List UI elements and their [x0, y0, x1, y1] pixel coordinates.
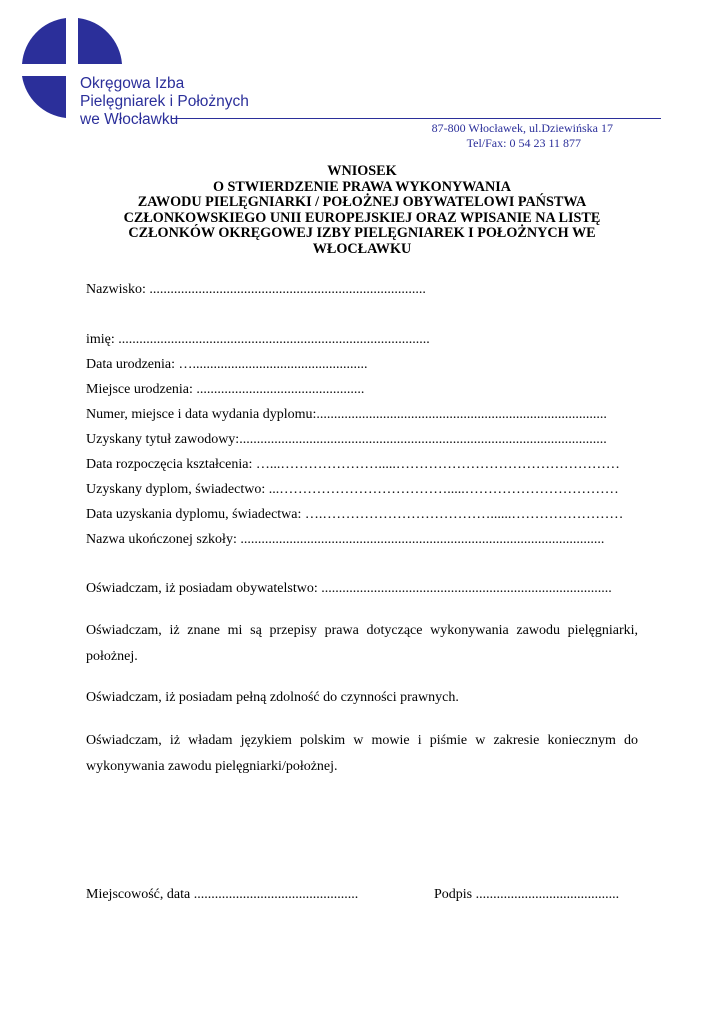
organization-name [80, 75, 249, 129]
street-address: 87-800 Włocławek, ul.Dziewińska 17 [431, 121, 613, 135]
tel-fax: Tel/Fax: 0 54 23 11 877 [466, 136, 581, 150]
first-name-field[interactable]: imię: ......................................................................................... [86, 332, 430, 347]
citizenship-declaration[interactable]: Oświadczam, iż posiadam obywatelstwo: ................................................................................... [86, 581, 612, 596]
title-line-3: ZAWODU PIELĘGNIARKI / POŁOŻNEJ OBYWATELOWI PAŃSTWA [137, 194, 587, 210]
birth-date-field[interactable]: Data urodzenia: ….................................................. [86, 357, 368, 372]
diploma-date-field[interactable]: Data uzyskania dyplomu, świadectwa: ….………………………………......…………………… [86, 507, 624, 522]
regulations-declaration: Oświadczam, iż znane mi są przepisy prawa dotyczące wykonywania zawodu pielęgniarki, położnej. [86, 623, 638, 664]
organization-name-line-2: Pielęgniarek i Położnych [80, 93, 249, 110]
polish-language-declaration: Oświadczam, iż władam językiem polskim w mowie i piśmie w zakresie koniecznym do wykonywania zawodu pielęgniarki/położnej. [86, 733, 638, 774]
signature-field[interactable]: Podpis ......................................... [434, 887, 620, 902]
school-name-field[interactable]: Nazwa ukończonej szkoły: ........................................................................................................ [86, 532, 605, 547]
organization-name-line-3: we Włocławku [80, 111, 179, 128]
place-date-field[interactable]: Miejscowość, data ............................................... [86, 887, 359, 902]
birth-place-field[interactable]: Miejsce urodzenia: ................................................ [86, 382, 365, 397]
legal-capacity-declaration: Oświadczam, iż posiadam pełną zdolność do czynności prawnych. [86, 690, 459, 705]
header-divider [172, 118, 661, 119]
title-line-4: CZŁONKOWSKIEGO UNII EUROPEJSKIEJ ORAZ WPISANIE NA LISTĘ [123, 209, 601, 226]
education-start-field[interactable]: Data rozpoczęcia kształcenia: …...………………….....………………………………………… [86, 457, 620, 472]
title-line-5: CZŁONKÓW OKRĘGOWEJ IZBY PIELĘGNIAREK I POŁOŻNYCH WE [128, 225, 596, 241]
organization-name-line-1: Okręgowa Izba [80, 75, 185, 92]
title-line-1: WNIOSEK [327, 163, 397, 179]
document-title [86, 164, 638, 257]
professional-title-field[interactable]: Uzyskany tytuł zawodowy:......................................................................................................... [86, 432, 607, 447]
contact-address [380, 121, 613, 151]
diploma-info-field[interactable]: Numer, miejsce i data wydania dyplomu:................................................................................... [86, 407, 607, 422]
surname-field[interactable]: Nazwisko: ............................................................................... [86, 282, 426, 297]
diploma-obtained-field[interactable]: Uzyskany dyplom, świadectwo: ...……………………………….....…………………………… [86, 482, 619, 497]
title-line-2: O STWIERDZENIE PRAWA WYKONYWANIA [212, 178, 512, 195]
title-line-6: WŁOCŁAWKU [312, 240, 412, 257]
